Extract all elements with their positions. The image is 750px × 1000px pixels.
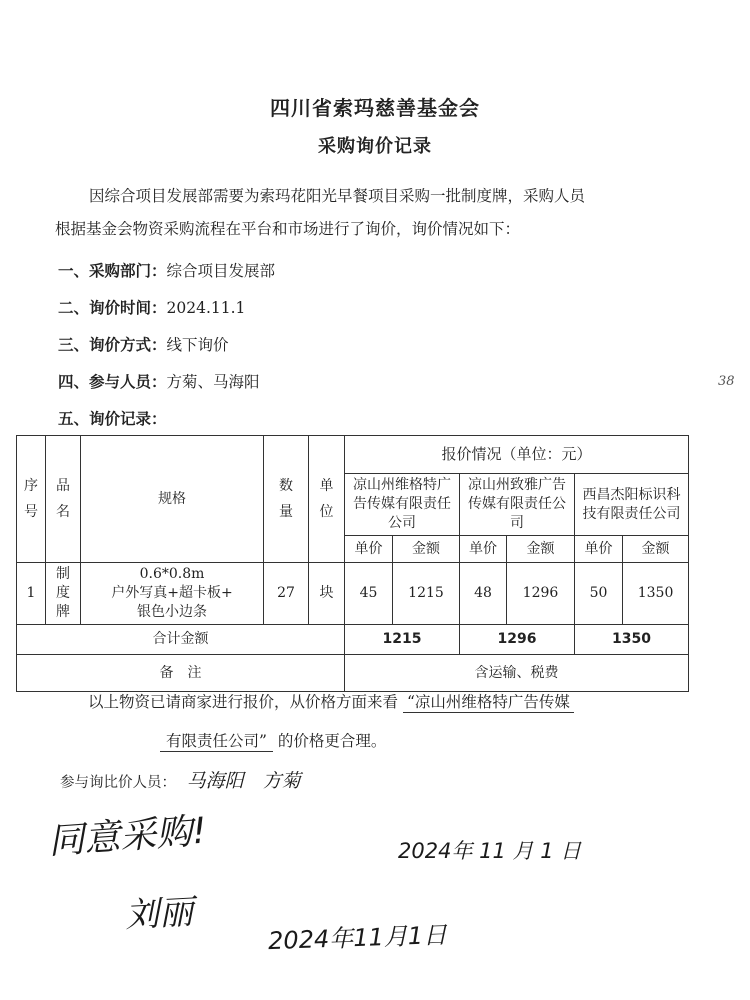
row-price-vendor-2: 48 [460, 563, 507, 625]
item-department [58, 259, 275, 281]
intro-paragraph [55, 180, 695, 246]
approver-signature: 刘丽 [124, 892, 195, 936]
item-key: 三、询价方式： [58, 336, 167, 354]
item-key: 四、参与人员： [58, 373, 167, 391]
selected-vendor-cont: 有限责任公司” [160, 729, 273, 752]
row-amount-vendor-3: 1350 [623, 563, 689, 625]
row-price-vendor-1: 45 [345, 563, 393, 625]
signature-date: 2024年11月1日 [267, 920, 448, 956]
item-value: 2024.11.1 [166, 299, 246, 317]
header-spec: 规格 [81, 436, 264, 563]
total-vendor-2: 1296 [460, 625, 575, 655]
header-unit-text: 单位 [319, 478, 334, 520]
header-amount: 金额 [507, 536, 575, 563]
total-label: 合计金额 [17, 625, 345, 655]
row-spec-line: 户外写真+超卡板+ [111, 585, 233, 601]
quotation-table [16, 435, 689, 692]
item-key: 五、询价记录： [58, 410, 167, 428]
approval-date: 2024年 11 月 1 日 [398, 839, 582, 863]
item-key: 二、询价时间： [58, 299, 167, 317]
total-vendor-3: 1350 [575, 625, 689, 655]
row-name-text: 制度牌 [56, 566, 70, 620]
approval-handwriting: 同意采购! [46, 810, 208, 863]
header-unit-price: 单价 [460, 536, 507, 563]
row-price-vendor-3: 50 [575, 563, 623, 625]
header-seq [17, 436, 46, 563]
header-unit-price: 单价 [345, 536, 393, 563]
selected-vendor: “凉山州维格特广告传媒 [403, 690, 574, 713]
participant-signatures: 马海阳 方菊 [186, 770, 301, 792]
item-value: 方菊、马海阳 [166, 373, 260, 391]
closing-text-after: 的价格更合理。 [277, 732, 387, 750]
item-participants [58, 370, 260, 392]
header-name [46, 436, 81, 563]
document-title: 采购询价记录 [318, 136, 432, 157]
organization-title: 四川省索玛慈善基金会 [270, 96, 480, 120]
item-value: 综合项目发展部 [166, 262, 276, 280]
row-amount-vendor-1: 1215 [393, 563, 460, 625]
item-value: 线下询价 [166, 336, 229, 354]
intro-line-1: 因综合项目发展部需要为索玛花阳光早餐项目采购一批制度牌，采购人员 [89, 187, 586, 205]
header-amount: 金额 [623, 536, 689, 563]
header-qty [264, 436, 309, 563]
row-seq: 1 [17, 563, 46, 625]
table-row [17, 563, 689, 625]
intro-line-2: 根据基金会物资采购流程在平台和市场进行了询价，询价情况如下： [55, 220, 521, 238]
item-inquiry-time [58, 296, 245, 318]
closing-line-1 [88, 690, 574, 713]
header-amount: 金额 [393, 536, 460, 563]
vendor-3: 西昌杰阳标识科技有限责任公司 [575, 474, 689, 536]
remark-value: 含运输、税费 [345, 655, 689, 692]
vendor-2: 凉山州致雅广告传媒有限责任公司 [460, 474, 575, 536]
table-remark-row [17, 655, 689, 692]
header-quote-group: 报价情况（单位：元） [345, 436, 689, 474]
row-spec-line: 银色小边条 [137, 604, 207, 620]
table-header-row-1 [17, 436, 689, 474]
header-unit-price: 单价 [575, 536, 623, 563]
remark-label: 备 注 [17, 655, 345, 692]
row-spec-line: 0.6*0.8m [139, 566, 205, 582]
header-unit [309, 436, 345, 563]
row-qty: 27 [264, 563, 309, 625]
row-spec [81, 563, 264, 625]
closing-line-2 [160, 729, 386, 752]
row-unit: 块 [309, 563, 345, 625]
side-margin-mark: 38 [718, 374, 735, 389]
closing-text: 以上物资已请商家进行报价，从价格方面来看 [88, 693, 399, 711]
header-qty-text: 数量 [279, 478, 293, 520]
item-inquiry-record [58, 407, 167, 429]
header-name-text: 品名 [56, 478, 70, 520]
table-total-row [17, 625, 689, 655]
participants-line [60, 766, 301, 793]
row-name [46, 563, 81, 625]
item-key: 一、采购部门： [58, 262, 167, 280]
participants-label: 参与询比价人员： [60, 775, 176, 791]
vendor-1: 凉山州维格特广告传媒有限责任公司 [345, 474, 460, 536]
total-vendor-1: 1215 [345, 625, 460, 655]
header-seq-text: 序号 [24, 478, 38, 520]
row-amount-vendor-2: 1296 [507, 563, 575, 625]
item-inquiry-method [58, 333, 229, 355]
